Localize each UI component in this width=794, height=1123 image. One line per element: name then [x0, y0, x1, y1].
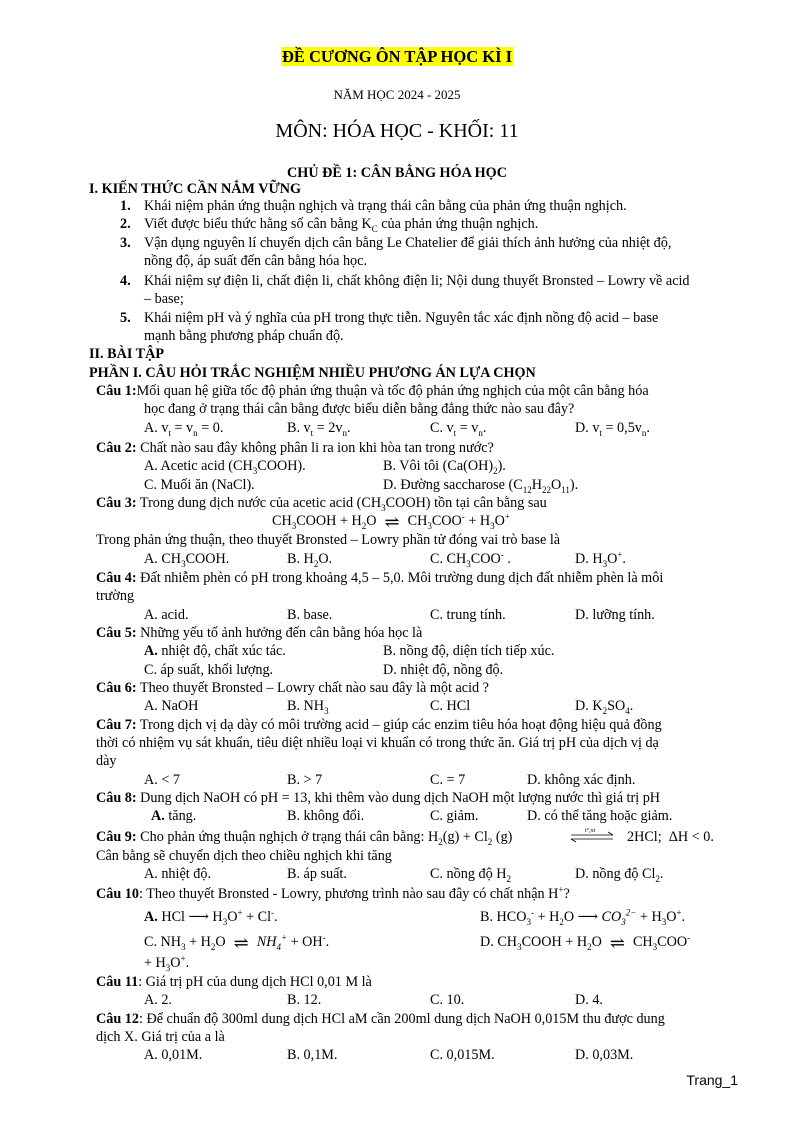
option-c: C. HCl	[430, 698, 471, 714]
option-a: A. $v_t = v_n = 0$.	[144, 420, 224, 438]
school-year: NĂM HỌC 2024 - 2025	[333, 87, 461, 102]
equilibrium-equation: $CH_3COOH + H_2O$ ⇌ $CH_3COO^- + H_3O^+$	[272, 511, 510, 532]
option-b: B. > 7	[287, 772, 323, 788]
option-a: A. < 7	[144, 772, 180, 788]
question-4: Câu 4: Đất nhiễm phèn có pH trong khoảng 4,5 – 5,0. Môi trường dung dịch đất nhiễm phèn là môi	[96, 570, 664, 586]
option-a: A. 0,01M.	[144, 1047, 203, 1063]
question-9-prompt: Cân bằng sẽ chuyển dịch theo chiều nghịch khi tăng	[96, 848, 392, 864]
option-d: D. $v_t = 0,5v_n$.	[575, 420, 650, 438]
list-number: 4.	[120, 273, 131, 289]
option-a: A. nhiệt độ, chất xúc tác.	[144, 643, 286, 659]
option-d: D. có thể tăng hoặc giảm.	[527, 808, 673, 824]
question-3: Câu 3: Trong dung dịch nước của acetic acid $(CH_3COOH)$ tồn tại cân bằng sau	[96, 495, 547, 513]
option-a: A. tăng.	[151, 808, 197, 824]
question-6: Câu 6: Theo thuyết Bronsted – Lowry chất nào sau đây là một acid ?	[96, 680, 489, 696]
option-d: D. $K_2SO_4$.	[575, 698, 634, 716]
question-4-continued: trường	[96, 588, 135, 604]
option-c: C. giảm.	[430, 808, 479, 824]
question-9: Câu 9: Cho phản ứng thuận nghịch ở trạng thái cân bằng: $H_2(g) + Cl_2$ (g)	[96, 829, 513, 847]
question-7-continued: dày	[96, 753, 117, 769]
section-heading: I. KIẾN THỨC CẦN NẮM VỮNG	[89, 181, 302, 197]
question-10: Câu 10: Theo thuyết Bronsted - Lowry, phương trình nào sau đây có chất nhận H+?	[96, 884, 570, 902]
list-item: Khái niệm pH và ý nghĩa của pH trong thực tiễn. Nguyên tắc xác định nồng độ acid – base	[144, 310, 659, 326]
subject-heading: MÔN: HÓA HỌC - KHỐI: 11	[275, 120, 519, 142]
list-number: 3.	[120, 235, 131, 251]
svg-text:t°,xt: t°,xt	[585, 828, 596, 834]
option-d: D. $H_3O^+$.	[575, 549, 626, 569]
option-a: A. acid.	[144, 607, 189, 623]
topic-heading: CHỦ ĐỀ 1: CÂN BẰNG HÓA HỌC	[287, 165, 507, 181]
page-number: Trang_1	[686, 1072, 738, 1088]
option-c: C. áp suất, khối lượng.	[144, 662, 274, 678]
option-d: D. nhiệt độ, nồng độ.	[383, 662, 504, 678]
question-1-continued: học đang ở trạng thái cân bằng được biểu diễn bằng đẳng thức nào sau đây?	[144, 401, 575, 417]
option-a: A. nhiệt độ.	[144, 866, 211, 882]
option-b: B. $H_2O$.	[287, 551, 333, 569]
option-d: D. 4.	[575, 992, 603, 1008]
question-7: Câu 7: Trong dịch vị dạ dày có môi trường acid – giúp các enzim tiêu hóa hoạt động hiệu quả đồng	[96, 717, 662, 733]
option-b: B. $v_t = 2v_n$.	[287, 420, 351, 438]
option-b: B. $HCO_3^- + H_2O$ ⟶ $CO_3^{2-} + H_3O^+$.	[480, 907, 686, 927]
option-b: B. $NH_3$	[287, 698, 329, 716]
option-d: D. nồng độ $Cl_2$.	[575, 866, 664, 884]
list-item: Khái niệm sự điện li, chất điện li, chất không điện li; Nội dung thuyết Bronsted – Lowry về acid	[144, 273, 690, 289]
list-number: 5.	[120, 310, 131, 326]
option-d: D. 0,03M.	[575, 1047, 634, 1063]
document-title: ĐỀ CƯƠNG ÔN TẬP HỌC KÌ I	[281, 47, 513, 66]
option-a: A. Acetic acid $(CH_3COOH)$.	[144, 458, 306, 476]
option-c: C. = 7	[430, 772, 466, 788]
list-item-continued: – base;	[144, 291, 184, 307]
question-12-continued: dịch X. Giá trị của a là	[96, 1029, 225, 1045]
question-3-prompt: Trong phản ứng thuận, theo thuyết Bronsted – Lowry phần tử đóng vai trò base là	[96, 532, 561, 548]
question-9-equation-end: 2HCl; ΔH < 0.	[627, 829, 714, 845]
equilibrium-arrow-icon: ⇌	[609, 932, 625, 953]
option-b: B. áp suất.	[287, 866, 347, 882]
section-heading: II. BÀI TẬP	[89, 346, 165, 362]
list-item-continued: mạnh bằng phương pháp chuẩn độ.	[144, 328, 344, 344]
question-1: Câu 1:Mối quan hệ giữa tốc độ phản ứng thuận và tốc độ phản ứng nghịch của một cân bằng hóa	[96, 383, 649, 399]
option-a: A. NaOH	[144, 698, 199, 714]
part-heading: PHẦN I. CÂU HỎI TRẮC NGHIỆM NHIỀU PHƯƠNG ÁN LỰA CHỌN	[89, 365, 536, 381]
option-c: C. Muối ăn (NaCl).	[144, 477, 255, 493]
question-12: Câu 12: Để chuẩn độ 300ml dung dịch HCl aM cần 200ml dung dịch NaOH 0,015M thu được dung	[96, 1011, 665, 1027]
list-number: 1.	[120, 198, 131, 214]
option-c: C. $v_t = v_n$.	[430, 420, 487, 438]
option-d: D. Đường saccharose $(C_{12}H_{22}O_{11})$.	[383, 477, 579, 495]
list-item-continued: nồng độ, áp suất đến cân bằng hóa học.	[144, 253, 367, 269]
option-c: C. nồng độ $H_2$	[430, 866, 511, 884]
option-d: D. $CH_3COOH + H_2O$ ⇌ $CH_3COO^-$	[480, 932, 691, 953]
option-b: B. 12.	[287, 992, 322, 1008]
equilibrium-arrow-icon: ⇌	[384, 511, 400, 532]
list-item: Viết được biểu thức hằng số cân bằng $K_C$ của phản ứng thuận nghịch.	[144, 216, 539, 234]
option-b: B. Vôi tôi $(Ca(OH)_2)$.	[383, 458, 506, 476]
option-c: C. $CH_3COO^-$ .	[430, 549, 511, 569]
question-8: Câu 8: Dung dịch NaOH có pH = 13, khi thêm vào dung dịch NaOH một lượng nước thì giá trị pH	[96, 790, 661, 806]
option-c-continued: + $H_3O^+$.	[144, 953, 190, 973]
question-2: Câu 2: Chất nào sau đây không phân li ra ion khi hòa tan trong nước?	[96, 440, 494, 456]
option-b: B. không đổi.	[287, 808, 365, 824]
equilibrium-arrow-icon: ⇌	[233, 932, 249, 953]
option-c: C. 10.	[430, 992, 465, 1008]
option-c: C. trung tính.	[430, 607, 506, 623]
option-b: B. nồng độ, diện tích tiếp xúc.	[383, 643, 555, 659]
option-d: D. lưỡng tính.	[575, 607, 655, 623]
option-c: C. 0,015M.	[430, 1047, 495, 1063]
reversible-arrow-icon	[568, 826, 616, 844]
option-d: D. không xác định.	[527, 772, 636, 788]
question-5: Câu 5: Những yếu tố ảnh hưởng đến cân bằng hóa học là	[96, 625, 423, 641]
option-a: A. HCl ⟶ $H_3O^+ + Cl^-$.	[144, 907, 278, 927]
option-a: A. $CH_3COOH$.	[144, 551, 230, 569]
list-item: Khái niệm phản ứng thuận nghịch và trạng thái cân bằng của phản ứng thuận nghịch.	[144, 198, 627, 214]
question-7-continued: thời có nhiệm vụ sát khuẩn, tiêu diệt nhiều loại vi khuẩn có trong thức ăn. Giá trị pH của dịch vị dạ	[96, 735, 659, 751]
option-b: B. base.	[287, 607, 333, 623]
option-c: C. $NH_3 + H_2O$ ⇌ $NH_4^+ + OH^-$.	[144, 932, 330, 953]
option-a: A. 2.	[144, 992, 172, 1008]
option-b: B. 0,1M.	[287, 1047, 338, 1063]
list-number: 2.	[120, 216, 131, 232]
list-item: Vận dụng nguyên lí chuyển dịch cân bằng Le Chatelier để giải thích ảnh hưởng của nhiệt độ,	[144, 235, 672, 251]
question-11: Câu 11: Giá trị pH của dung dịch HCl 0,01 M là	[96, 974, 372, 990]
